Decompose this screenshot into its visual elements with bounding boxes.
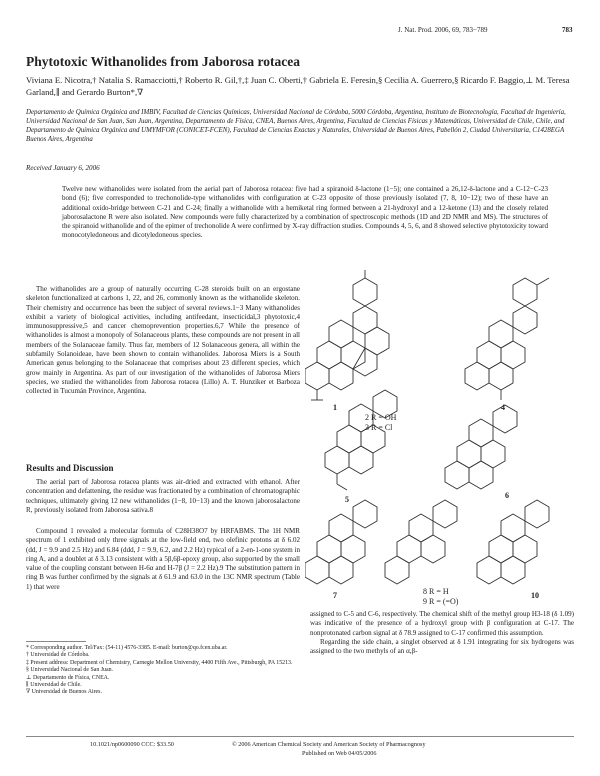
withanolide-structures-figure — [305, 270, 580, 610]
footnote-cnea: ⊥ Departamento de Física, CNEA. — [26, 674, 110, 681]
footnote-cordoba: † Universidad de Córdoba. — [26, 652, 90, 659]
introduction-paragraph: The withanolides are a group of naturally occurring C-28 steroids built on an ergostane skeleton functionalized at carbons 1, 22, and 26, commonly known as the withanolide skeleton. Their chemistry and occurrence has been the subject of several reviews.1−3 Many withanolides exhibit a variety of biological activities, including antifeedant, insecticidal,3 phytotoxic,4 immunosuppressive,5 and cancer chemoprevention properties.6,7 While the presence of withanolides is almost a monopoly of Solanaceous plants, these compounds are not present in all members of the Solanaceae family. Thus far, members of 12 Solanaceous genera, all within the subfamily Solanoideae, have been shown to contain withanolides. Jaborosa Miers is a South American genus belonging to the Solanaceae that comprises about 23 different species, which grow mainly in Argentina. As part of our investigation of the withanolides of Jaborosa Miers species, we studied the withanolides from Jaborosa rotacea (Lillo) A. T. Hunziker et Barboza collected in Tucumán Province, Argentina. — [26, 285, 300, 396]
footnote-san-juan: § Universidad Nacional de San Juan. — [26, 667, 114, 674]
article-title: Phytotoxic Withanolides from Jaborosa rotacea — [26, 54, 300, 69]
label-compound-8: 8 R = H — [423, 587, 449, 596]
structure-compound-1 — [305, 270, 389, 400]
structure-compound-6 — [445, 405, 517, 489]
footer-divider — [26, 736, 574, 737]
results-paragraph-2: Compound 1 revealed a molecular formula of C28H38O7 by HRFABMS. The 1H NMR spectrum of 1 exhibited only three signals at the low-field end, two olefinic protons at δ 6.02 (dd, J = 9.9 and 2.5 Hz) and 6.84 (ddd, J = 9.9, 6.2, and 2.2 Hz) typical of a 2-en-1-one system in ring A, and a doublet at δ 3.13 consistent with a 5β,6β-epoxy group, also supported by the small value of the coupling constant between H-6α and H-7β (J = 2.2 Hz).9 The substitution pattern in ring B was further confirmed by the signals at δ 61.9 and 63.0 in the 13C NMR spectrum (Table 1) that were — [26, 527, 300, 591]
footer-published: Published on Web 04/05/2006 — [302, 750, 377, 757]
label-compound-6: 6 — [505, 491, 509, 500]
label-compound-2: 2 R = OH — [365, 413, 397, 422]
structure-compound-7 — [305, 500, 377, 584]
footnote-corresponding: * Corresponding author. Tel/Fax: (54-11) 4576-3385. E-mail: burton@qo.fcen.uba.ar. — [26, 645, 228, 651]
footnotes — [26, 645, 300, 697]
footer-copyright: © 2006 American Chemical Society and American Society of Pharmacognosy — [232, 741, 426, 748]
footnote-present-address: ‡ Present address: Department of Chemistry, Carnegie Mellon University, 4400 Fifth Ave., Pittsburgh, PA 15213. — [26, 659, 293, 666]
results-paragraph-1: The aerial part of Jaborosa rotacea plants was air-dried and extracted with ethanol. After concentration and defattening, the residue was fractionated by a combination of chromatographic techniques, ultimately giving 12 new withanolides (1−8, 10−13) and the known jaborosalactone R, previously isolated from Jaborosa sativa.8 — [26, 478, 300, 514]
page-number: 783 — [562, 26, 573, 34]
affiliations: Departamento de Química Orgánica and IMBIV, Facultad de Ciencias Químicas, Universidad Nacional de Córdoba, 5000 Córdoba, Argentina, Instituto de Biotecnología, Facultad de Ingeniería, Universidad Nacional de San Juan, San Juan, Argentina, Departamento de Física, CNEA, Buenos Aires, Argentina, Facultad de Ciencias Físicas y Matemáticas, Universidad de Chile, Chile, and Departamento de Química Orgánica and UMYMFOR (CONICET-FCEN), Facultad de Ciencias Exactas y Naturales, Universidad de Buenos Aires, Pabellón 2, Ciudad Universitaria, C1428EGA Buenos Aires, Argentina — [26, 109, 566, 143]
footnote-buenos-aires: ∇ Universidad de Buenos Aires. — [26, 689, 102, 696]
label-compound-3: 3 R = Cl — [365, 423, 393, 432]
structure-compound-8-9 — [385, 500, 457, 584]
section-heading: Results and Discussion — [26, 463, 114, 473]
label-compound-9: 9 R = (=O) — [423, 597, 459, 606]
label-compound-7: 7 — [333, 591, 337, 600]
label-compound-1: 1 — [333, 403, 337, 412]
footer-doi: 10.1021/np0600090 CCC: $33.50 — [90, 741, 174, 748]
footnote-divider — [26, 641, 86, 642]
received-date: Received January 6, 2006 — [26, 164, 100, 172]
label-compound-5: 5 — [345, 495, 349, 504]
right-paragraph-1: assigned to C-5 and C-6, respectively. The chemical shift of the methyl group H3-18 (δ 1.09) was indicative of the presence of a hydroxyl group with β configuration at C-17. The nonprotonated carbon signal at δ 78.9 assigned to C-17 confirmed this assumption. — [310, 610, 574, 637]
label-compound-10: 10 — [531, 591, 539, 600]
journal-reference: J. Nat. Prod. 2006, 69, 783−789 — [398, 26, 488, 34]
structure-compound-10 — [477, 500, 549, 584]
right-paragraph-2: Regarding the side chain, a singlet observed at δ 1.91 integrating for six hydrogens was assigned to the two methyls of an α,β- — [310, 637, 574, 656]
structure-compound-4 — [465, 278, 549, 400]
author-list: Viviana E. Nicotra,† Natalia S. Ramacciotti,† Roberto R. Gil,†,‡ Juan C. Oberti,† Gabriela E. Feresin,§ Cecilia A. Guerrero,§ Ricardo F. Baggio,⊥ M. Teresa Garland,∥ and Gerardo Burton*,∇ — [26, 75, 570, 97]
footnote-chile: ∥ Universidad de Chile. — [26, 682, 82, 689]
abstract: Twelve new withanolides were isolated from the aerial part of Jaborosa rotacea: five had a spiranoid δ-lactone (1−5); one contained a 26,12-δ-lactone and a C-12−C-23 bond (6); five corresponded to trechonolide-type withanolides with configuration at C-23 opposite of those previously isolated (7, 8, 10−12); two of these have an additional oxido-bridge between C-21 and C-24; finally a withanolide with a hemiketal ring formed between a 21-hydroxyl and a 12-ketone (13) and the closely related jaborosalactone R were also isolated. New compounds were fully characterized by a combination of spectroscopic methods (1D and 2D NMR and MS). The structures of the spiranoid withanolide and of the epimer of trechonolide A were confirmed by X-ray diffraction studies. Compounds 4, 5, 6, and 8 showed selective phytotoxicity toward monocotyledoneous and dicotyledoneous species. — [62, 185, 548, 240]
right-column-text — [310, 610, 574, 656]
label-compound-4: 4 — [501, 403, 505, 412]
